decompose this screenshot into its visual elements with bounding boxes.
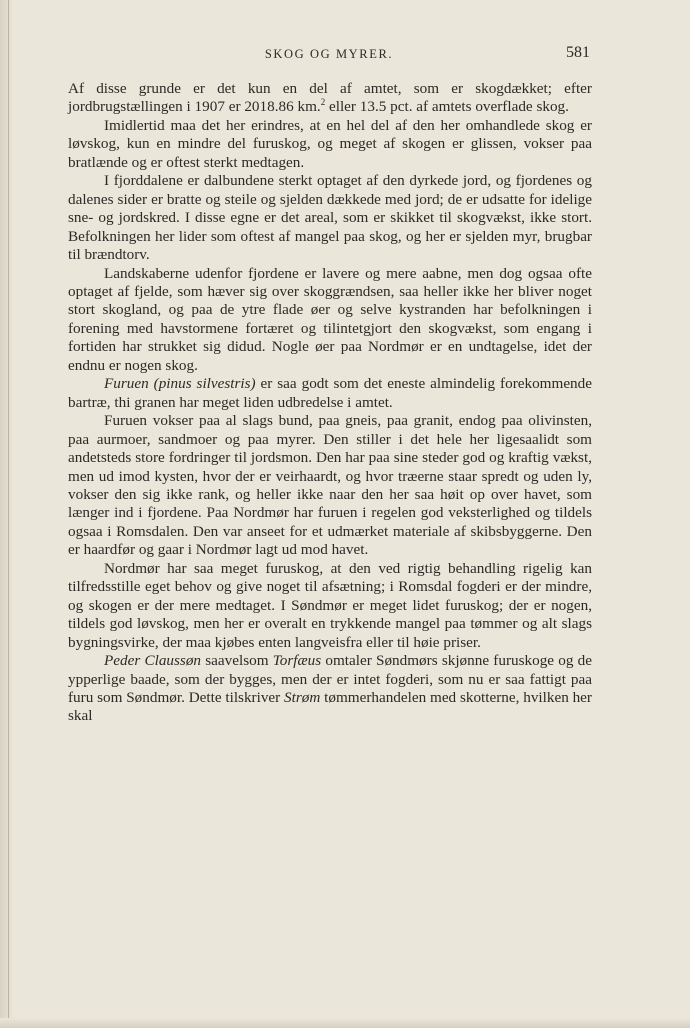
running-head: SKOG OG MYRER. bbox=[264, 47, 394, 61]
page-header bbox=[68, 44, 590, 66]
italic-text: Strøm bbox=[284, 688, 321, 706]
text-run: er saa godt som det eneste almindelig forekommende bartræ, thi granen har meget liden udbredelse i amtet. bbox=[68, 375, 592, 411]
text-run: Af disse grunde er det kun en del af amtet, som er skogdækket; efter jordbrugstællingen i 1907 er 2018.86 km. bbox=[68, 80, 592, 116]
italic-text: Torfæus bbox=[272, 652, 322, 670]
body-text bbox=[68, 80, 592, 726]
text-run: Furuen vokser paa al slags bund, paa gneis, paa granit, endog paa olivinsten, paa aurmoer, sandmoer og paa myrer. Den stiller i det hele her ligesaalidt som andetsteds store fordringer til jordsmon. Den har paa sine steder god og kraftig vækst, men ud imod kysten, hvor der er veirhaardt, og hvor træerne staar spredt og uden ly, vokser den sig ikke rank, og heller ikke naar den her saa høit op over havet, som længer ind i fjordene. Paa Nordmør har furuen i regelen god veksterlighed og tildels ogsaa i Romsdalen. Den var anseet for et udmærket materiale af skibsbyggerne. Den er haardfør og gaar i Nordmør lagt ud mod havet. bbox=[68, 412, 592, 559]
text-run: saavelsom bbox=[201, 652, 273, 670]
paragraph bbox=[68, 80, 592, 117]
paragraph bbox=[68, 560, 592, 652]
binding-fold-line bbox=[8, 0, 9, 1028]
superscript: 2 bbox=[320, 97, 326, 108]
text-run: omtaler Søndmørs skjønne furuskoge og de ypperlige baade, som der bygges, men der er intet fogderi, som nu er saa fattigt paa furu som Søndmør. Dette tilskriver bbox=[68, 652, 592, 706]
page-edge-shadow bbox=[0, 0, 14, 1028]
text-run: Landskaberne udenfor fjordene er lavere og mere aabne, men dog ogsaa ofte optaget af fjelde, som hæver sig over skoggrændsen, saa heller ikke her bliver noget stort skogland, og paa de ytre flade øer og selve kystranden har befolkningen i forening med havstormene fortæret og tilintetgjort den skogvækst, som engang i fortiden har strukket sig didud. Nogle øer paa Nordmør er en undtagelse, idet der endnu er nogen skog. bbox=[68, 264, 592, 374]
text-run: I fjorddalene er dalbundene sterkt optaget af den dyrkede jord, og fjordenes og dalenes sider er bratte og steile og sjelden dækkede med jord; de er udsatte for idelige sne- og jordskred. I disse egne er det areal, som er skikket til skogvækst, ikke stort. Befolkningen her lider som oftest af mangel paa skog, og her er sjelden myr, brugbar til brændtorv. bbox=[68, 172, 592, 264]
text-run: Imidlertid maa det her erindres, at en hel del af den her omhandlede skog er løvskog, kun en mindre del furuskog, og meget af skogen er glissen, vokser paa bratlænde og er oftest sterkt medtagen. bbox=[68, 116, 592, 171]
paragraph bbox=[68, 117, 592, 172]
paragraph bbox=[68, 172, 592, 264]
page-bottom-shadow bbox=[0, 1018, 690, 1028]
text-run: eller 13.5 pct. af amtets overflade skog. bbox=[325, 98, 569, 116]
paragraph bbox=[68, 265, 592, 376]
paragraph bbox=[68, 375, 592, 412]
paragraph bbox=[68, 652, 592, 726]
paragraph bbox=[68, 412, 592, 560]
italic-text: Furuen (pinus silvestris) bbox=[104, 375, 256, 393]
text-run: tømmerhandelen med skotterne, hvilken her skal bbox=[68, 688, 592, 725]
page-number: 581 bbox=[566, 44, 590, 61]
italic-text: Peder Claussøn bbox=[104, 652, 202, 670]
text-run: Nordmør har saa meget furuskog, at den ved rigtig behandling rigelig kan tilfredsstille eget behov og give noget til afsætning; i Romsdal fogderi er der mindre, og skogen er der mere medtaget. I Søndmør er meget lidet furuskog; der er nogen, tildels god løvskog, men her er overalt en trykkende mangel paa tømmer og alt slags bygningsvirke, der maa kjøbes enten langveisfra eller til høie priser. bbox=[68, 559, 592, 651]
